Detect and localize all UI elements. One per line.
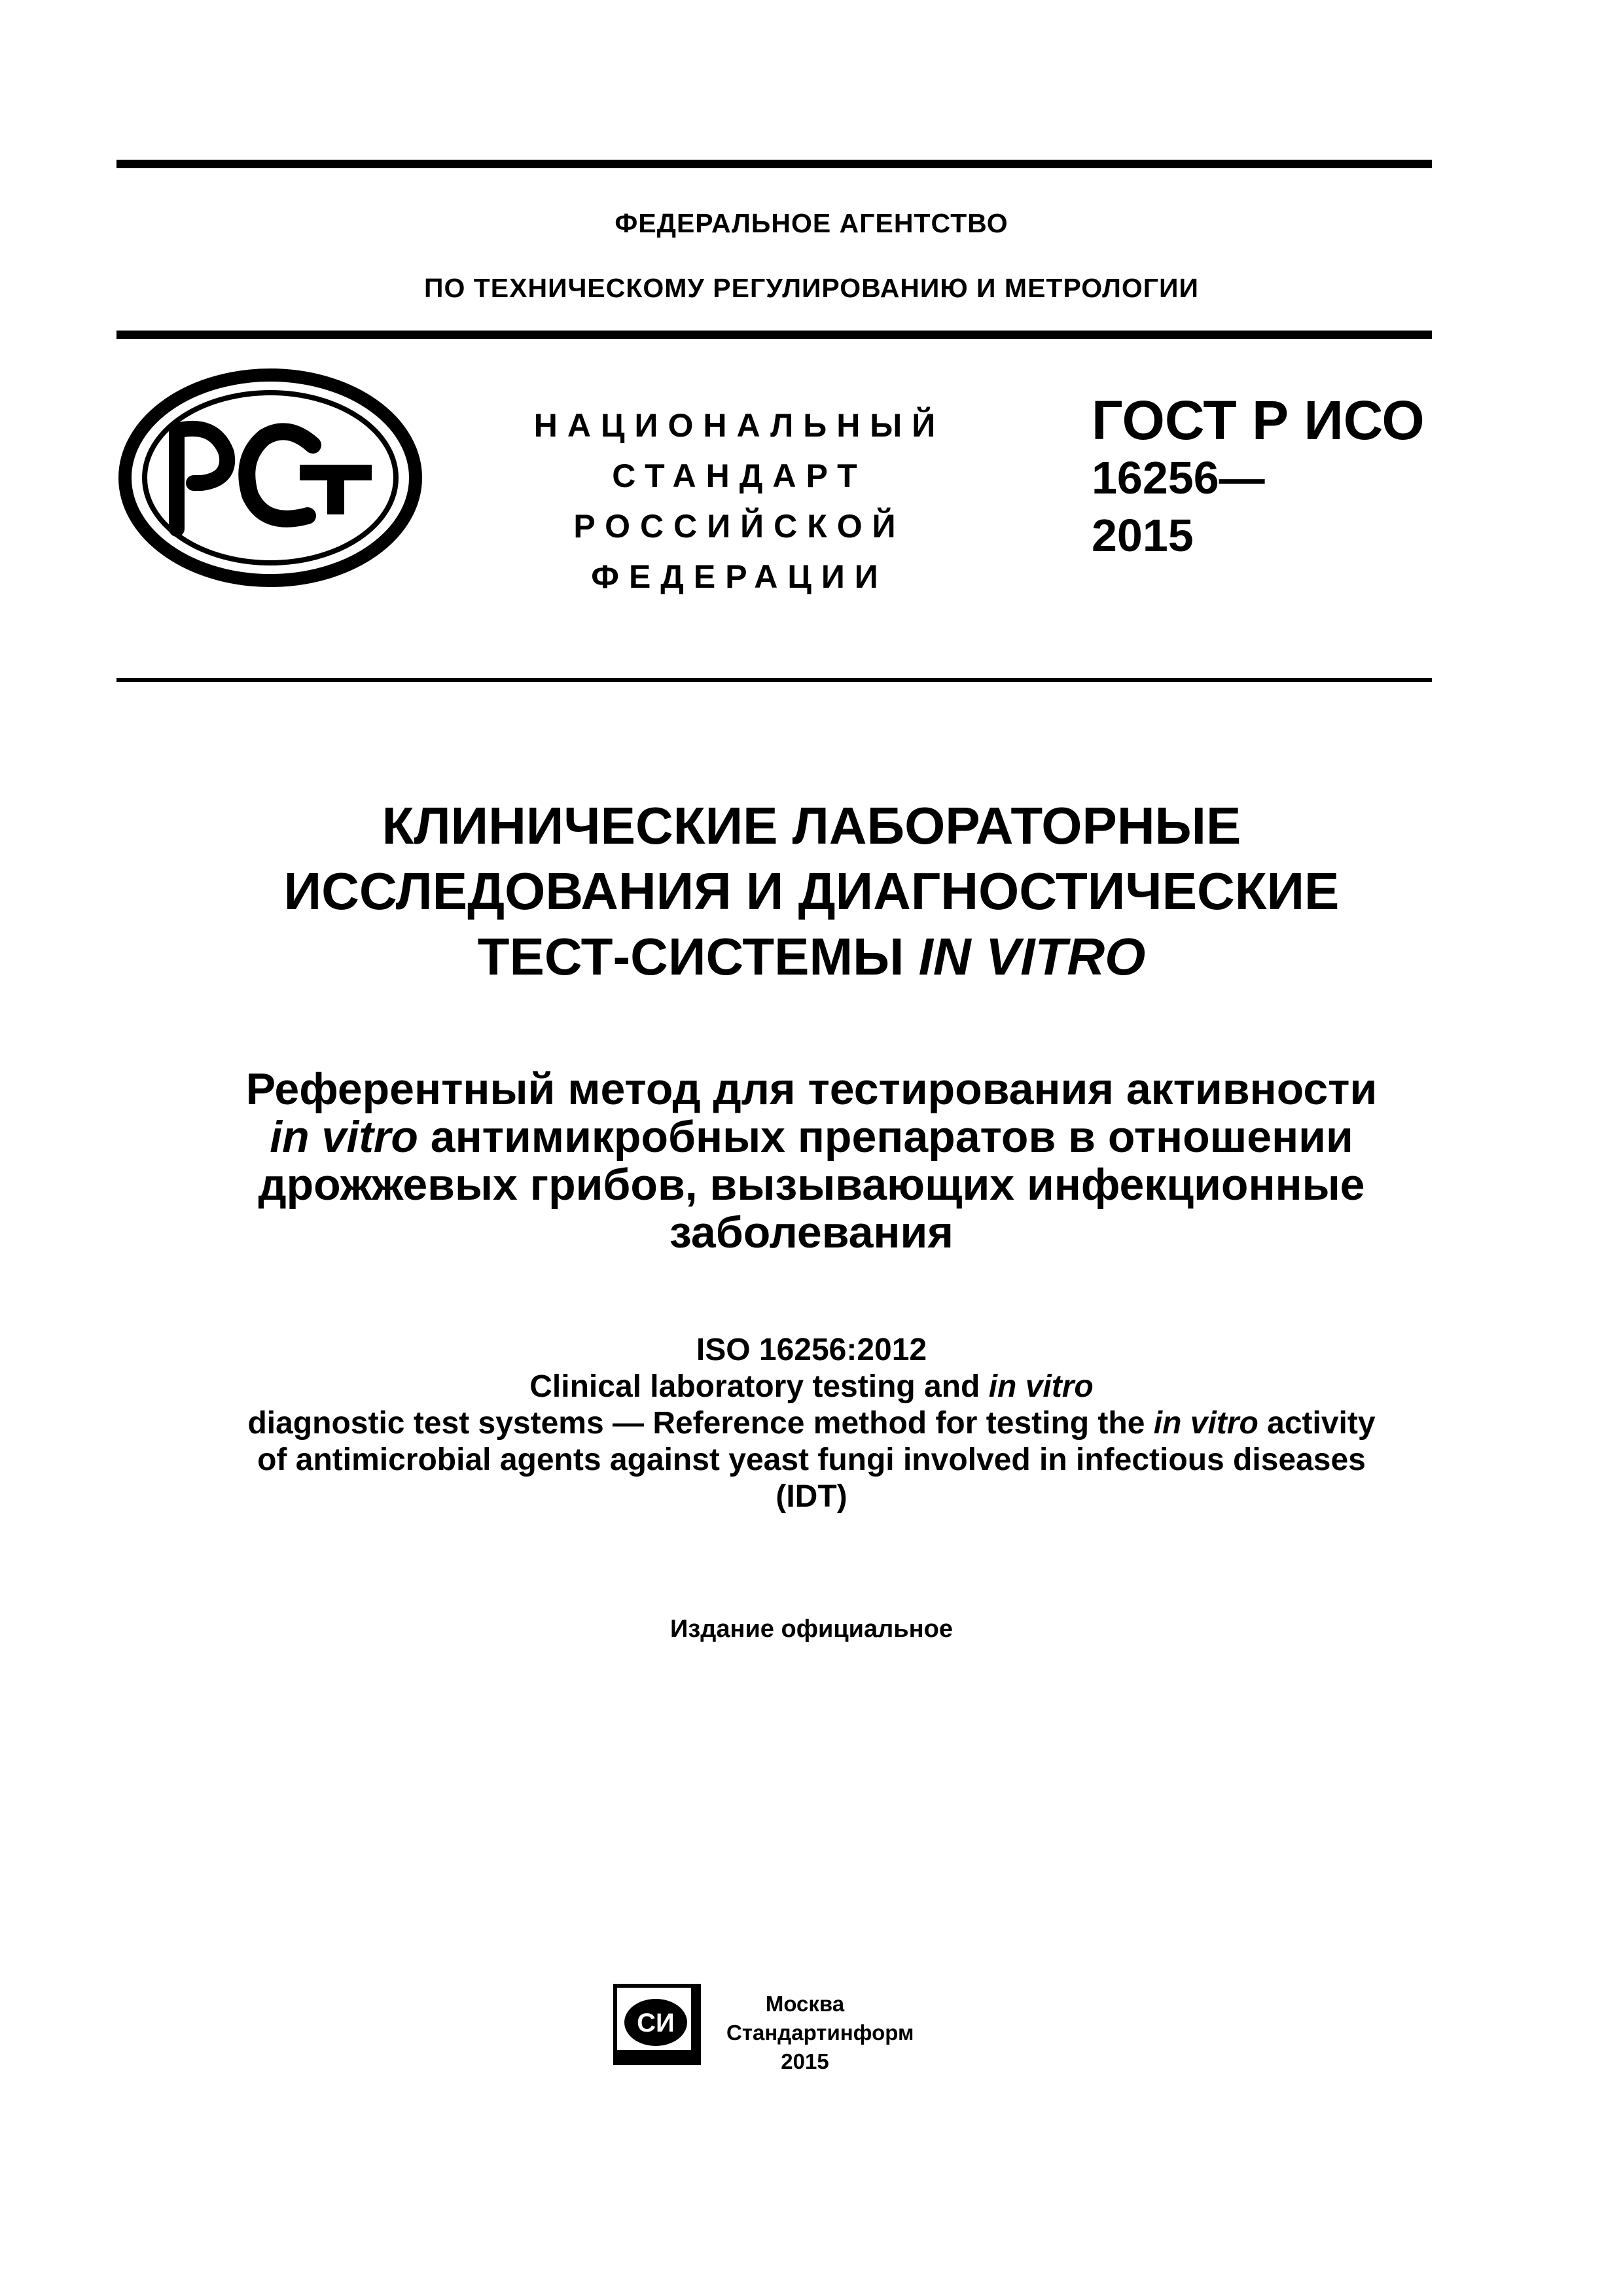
iso-line-5: (IDT) [776, 1479, 847, 1514]
subtitle-line-4: заболевания [669, 1208, 954, 1257]
title-line-3-italic: IN VITRO [918, 927, 1146, 986]
publisher-year: 2015 [781, 2049, 829, 2073]
title-line-1: КЛИНИЧЕСКИЕ ЛАБОРАТОРНЫЕ [382, 797, 1241, 855]
header-bottom-rule [116, 678, 1432, 682]
national-line-2: СТАНДАРТ [612, 457, 867, 494]
iso-line-3 [0, 1405, 1623, 1442]
iso-line-4: of antimicrobial agents against yeast fungi involved in infectious diseases [257, 1443, 1366, 1477]
iso-line-2 [0, 1369, 1623, 1405]
title-line-3 [0, 924, 1623, 990]
standard-designation [1092, 391, 1425, 564]
subtitle-line-2 [0, 1113, 1623, 1161]
designation-line-3: 2015 [1092, 510, 1194, 561]
top-rule [116, 160, 1432, 168]
agency-line-2: ПО ТЕХНИЧЕСКОМУ РЕГУЛИРОВАНИЮ И МЕТРОЛОГИИ [424, 273, 1199, 303]
national-line-3: РОССИЙСКОЙ [573, 508, 906, 545]
subtitle-line-1: Референтный метод для тестирования активности [245, 1064, 1378, 1114]
national-line-1: НАЦИОНАЛЬНЫЙ [533, 407, 946, 444]
designation-line-2: 16256— [1092, 452, 1265, 503]
agency-bottom-rule [116, 331, 1432, 339]
iso-line-2-text: Clinical laboratory testing and [529, 1369, 989, 1404]
subtitle-line-2-text: антимикробных препаратов в отношении [418, 1112, 1353, 1162]
agency-line-1: ФЕДЕРАЛЬНОЕ АГЕНТСТВО [615, 208, 1008, 238]
title-line-2: ИССЛЕДОВАНИЯ И ДИАГНОСТИЧЕСКИЕ [283, 862, 1340, 920]
iso-line-3-text-a: diagnostic test systems — Reference method for testing the [247, 1406, 1154, 1441]
rst-certification-mark-logo [116, 367, 424, 589]
subtitle-line-3: дрожжевых грибов, вызывающих инфекционные [258, 1160, 1365, 1210]
official-edition-label: Издание официальное [670, 1615, 953, 1643]
publisher-logo-text: СИ [637, 2009, 675, 2037]
standartinform-logo [609, 1982, 707, 2070]
title-line-3-text: ТЕСТ-СИСТЕМЫ [477, 927, 919, 986]
iso-line-3-text-b: activity [1258, 1406, 1376, 1441]
publisher-name: Стандартинформ [726, 2020, 914, 2045]
iso-line-3-italic: in vitro [1153, 1406, 1258, 1441]
national-standard-label [504, 401, 975, 602]
publisher-info [726, 1990, 914, 2076]
publisher-city: Москва [765, 1992, 845, 2016]
iso-line-1: ISO 16256:2012 [696, 1333, 927, 1367]
iso-reference [0, 1332, 1623, 1515]
document-title [0, 793, 1623, 990]
iso-line-2-italic: in vitro [988, 1369, 1094, 1404]
designation-line-1: ГОСТ Р ИСО [1092, 389, 1425, 451]
subtitle-line-2-italic: in vitro [270, 1112, 418, 1162]
national-line-4: ФЕДЕРАЦИИ [591, 558, 888, 595]
document-subtitle [0, 1066, 1623, 1257]
